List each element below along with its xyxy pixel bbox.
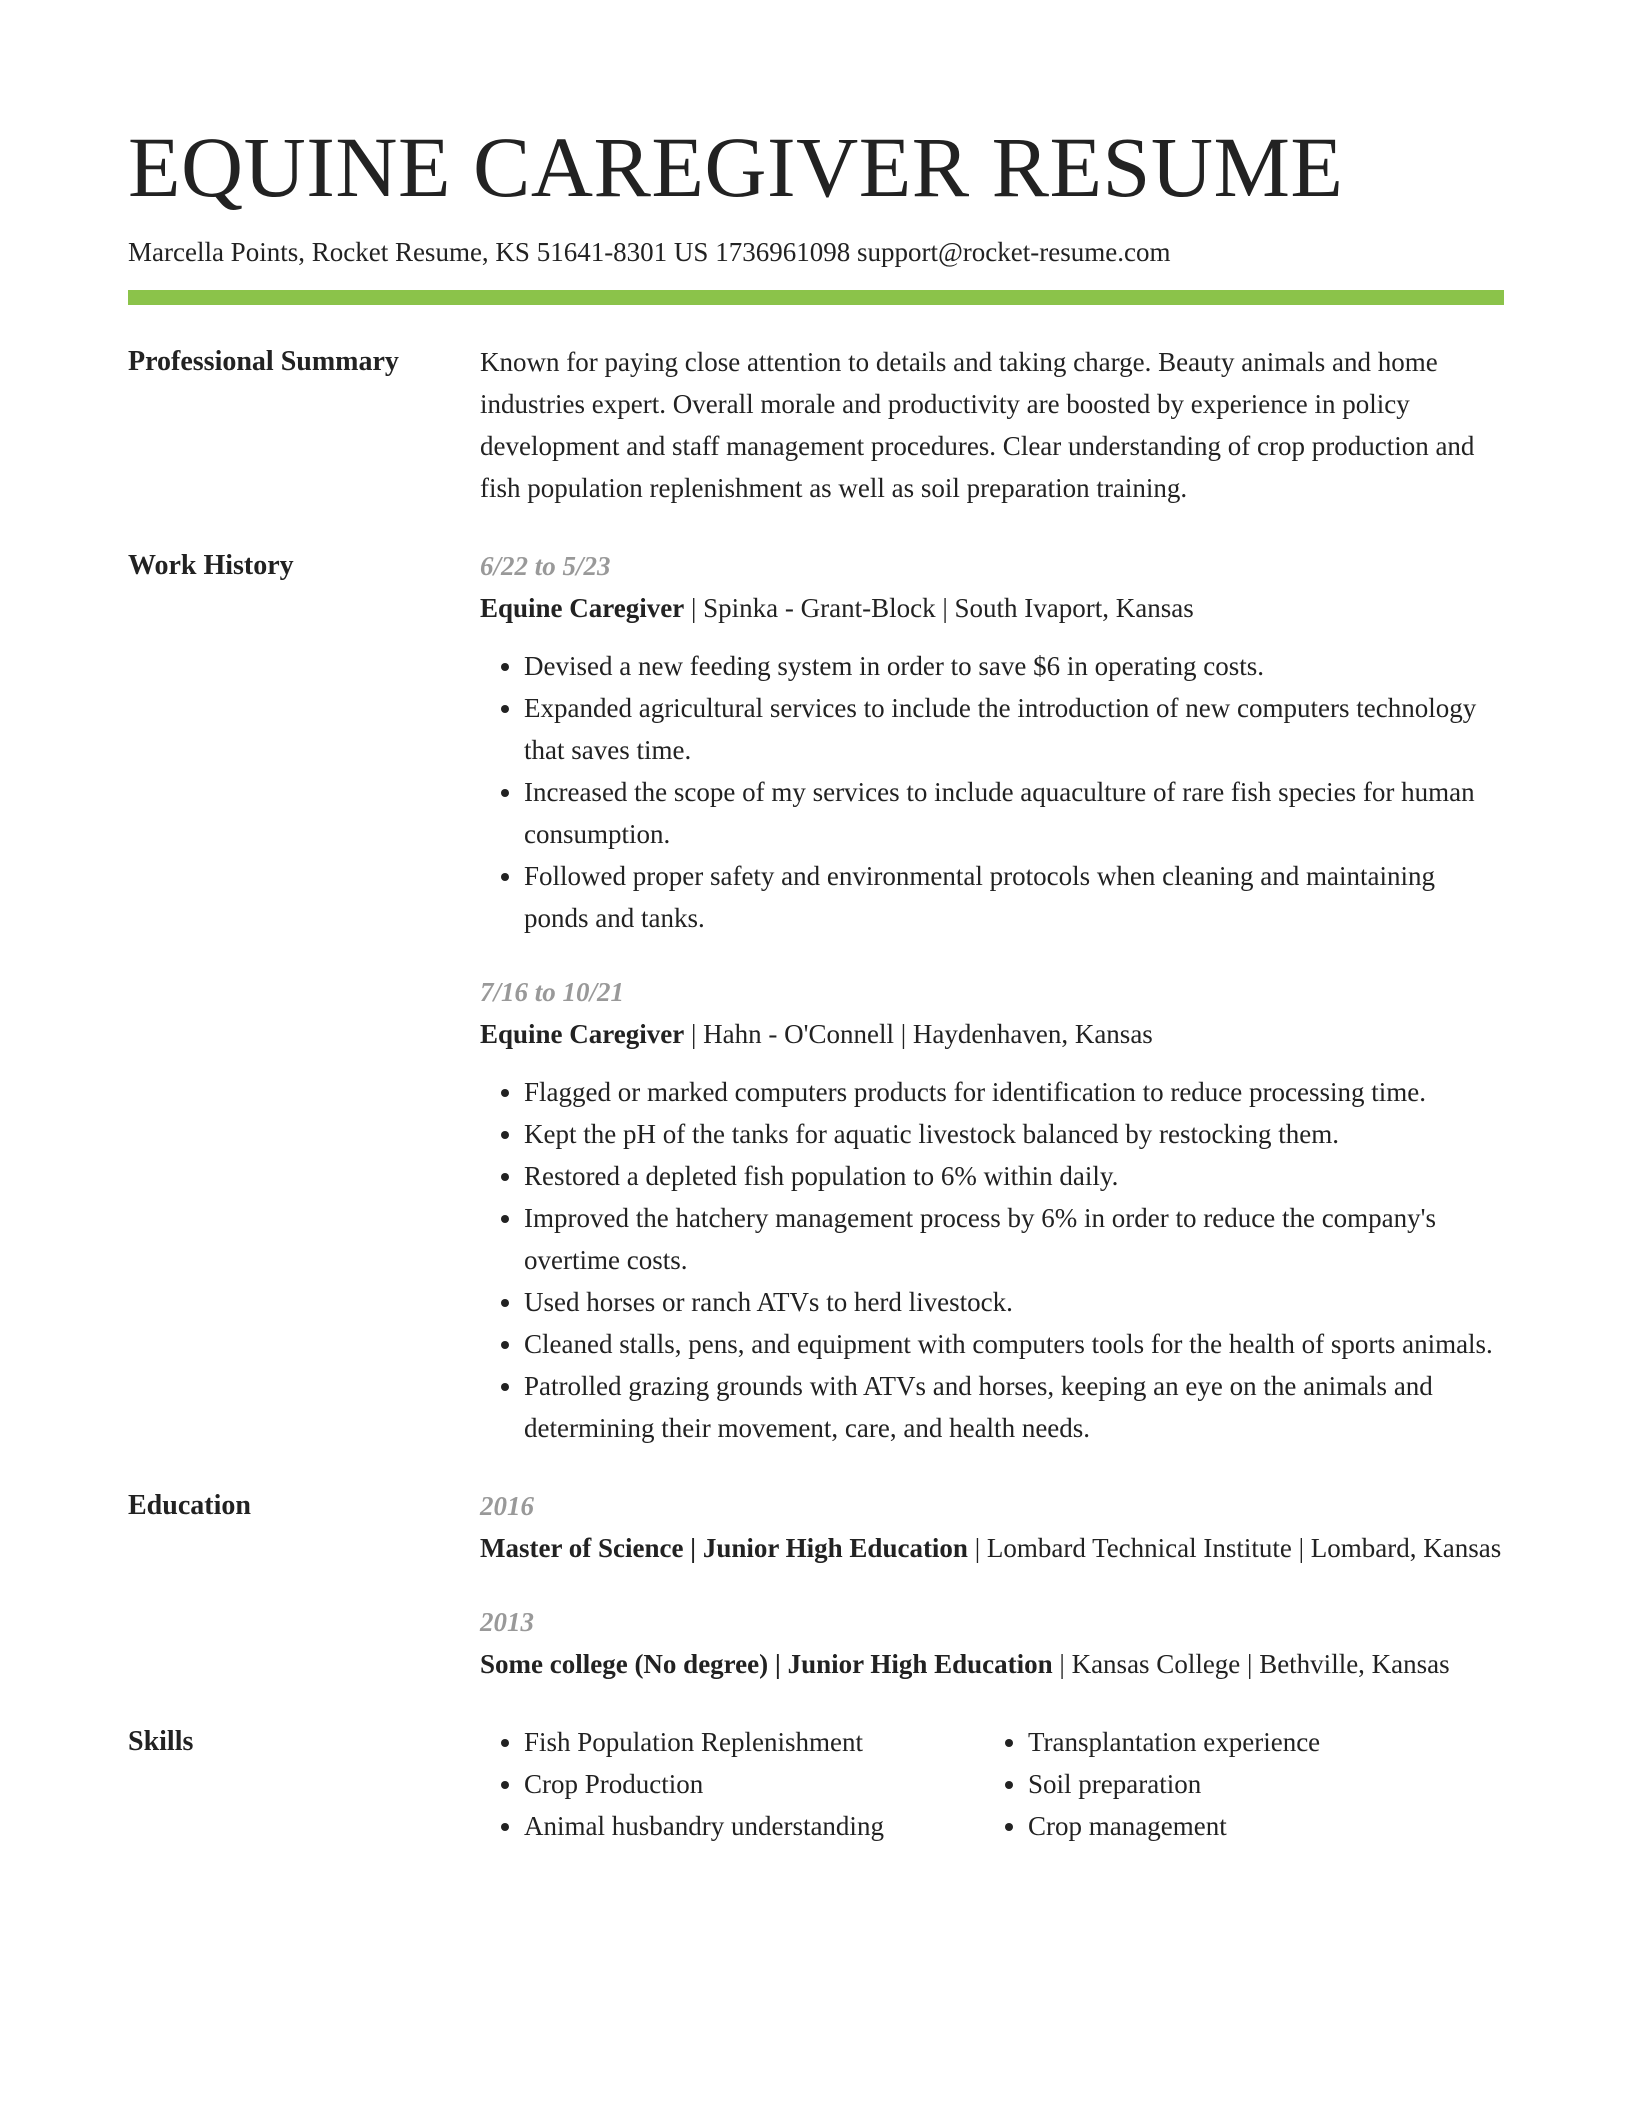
education-body [480, 1485, 1504, 1685]
education-details: | Kansas College | Bethville, Kansas [1052, 1648, 1450, 1679]
skill-item: • Animal husbandry understanding [524, 1805, 984, 1847]
education-entry [480, 1601, 1504, 1685]
section-label-work: Work History [128, 549, 294, 581]
skills-column-left [480, 1721, 984, 1847]
job-bullet: • Followed proper safety and environmental protocols when cleaning and maintaining ponds and tanks. [524, 855, 1504, 939]
job-title: Equine Caregiver [480, 1018, 685, 1049]
education-degree: Some college (No degree) | Junior High Education [480, 1648, 1053, 1679]
education-date: 2013 [480, 1606, 534, 1637]
job-bullet: • Flagged or marked computers products for identification to reduce processing time. [524, 1071, 1504, 1113]
header-divider [128, 290, 1504, 305]
job-bullets [480, 645, 1504, 939]
education-line [480, 1527, 1504, 1569]
job-bullet: • Cleaned stalls, pens, and equipment with computers tools for the health of sports animals. [524, 1323, 1504, 1365]
section-professional-summary [128, 341, 1504, 509]
job-bullet: • Expanded agricultural services to include the introduction of new computers technology that saves time. [524, 687, 1504, 771]
job-date: 6/22 to 5/23 [480, 550, 611, 581]
section-skills [128, 1721, 1504, 1847]
summary-text: Known for paying close attention to details and taking charge. Beauty animals and home industries expert. Overall morale and productivity are boosted by experience in policy development and staff management procedures. Clear understanding of crop production and fish population replenishment as well as soil preparation training. [480, 346, 1475, 503]
skill-item: • Crop management [1028, 1805, 1504, 1847]
job-title: Equine Caregiver [480, 592, 685, 623]
skill-item: • Crop Production [524, 1763, 984, 1805]
job-entry [480, 971, 1504, 1449]
contact-line: Marcella Points, Rocket Resume, KS 51641-8301 US 1736961098 support@rocket-resume.com [128, 236, 1171, 267]
section-label-skills: Skills [128, 1725, 194, 1757]
education-entry [480, 1485, 1504, 1569]
job-entry [480, 545, 1504, 939]
resume-title: EQUINE CAREGIVER RESUME [128, 119, 1344, 215]
skill-item: • Transplantation experience [1028, 1721, 1504, 1763]
education-degree: Master of Science | Junior High Education [480, 1532, 968, 1563]
education-line [480, 1643, 1504, 1685]
job-details: | Spinka - Grant-Block | South Ivaport, Kansas [684, 592, 1194, 623]
skills-body [480, 1721, 1504, 1847]
education-date: 2016 [480, 1490, 534, 1521]
summary-body [480, 341, 1504, 509]
job-bullet: • Kept the pH of the tanks for aquatic livestock balanced by restocking them. [524, 1113, 1504, 1155]
education-details: | Lombard Technical Institute | Lombard, Kansas [967, 1532, 1502, 1563]
job-details: | Hahn - O'Connell | Haydenhaven, Kansas [684, 1018, 1153, 1049]
section-education [128, 1485, 1504, 1685]
job-role-line [480, 587, 1504, 629]
section-label-summary: Professional Summary [128, 345, 399, 377]
job-date: 7/16 to 10/21 [480, 976, 625, 1007]
skill-item: • Soil preparation [1028, 1763, 1504, 1805]
job-bullet: • Increased the scope of my services to include aquaculture of rare fish species for human consumption. [524, 771, 1504, 855]
section-label-education: Education [128, 1489, 251, 1521]
skills-column-right [984, 1721, 1504, 1847]
job-bullets [480, 1071, 1504, 1449]
job-role-line [480, 1013, 1504, 1055]
job-bullet: • Restored a depleted fish population to 6% within daily. [524, 1155, 1504, 1197]
section-work-history [128, 545, 1504, 1449]
job-bullet: • Improved the hatchery management process by 6% in order to reduce the company's overtime costs. [524, 1197, 1504, 1281]
skill-item: • Fish Population Replenishment [524, 1721, 984, 1763]
job-bullet: • Devised a new feeding system in order to save $6 in operating costs. [524, 645, 1504, 687]
skills-grid [480, 1721, 1504, 1847]
work-body [480, 545, 1504, 1449]
job-bullet: • Used horses or ranch ATVs to herd livestock. [524, 1281, 1504, 1323]
job-bullet: • Patrolled grazing grounds with ATVs and horses, keeping an eye on the animals and determining their movement, care, and health needs. [524, 1365, 1504, 1449]
